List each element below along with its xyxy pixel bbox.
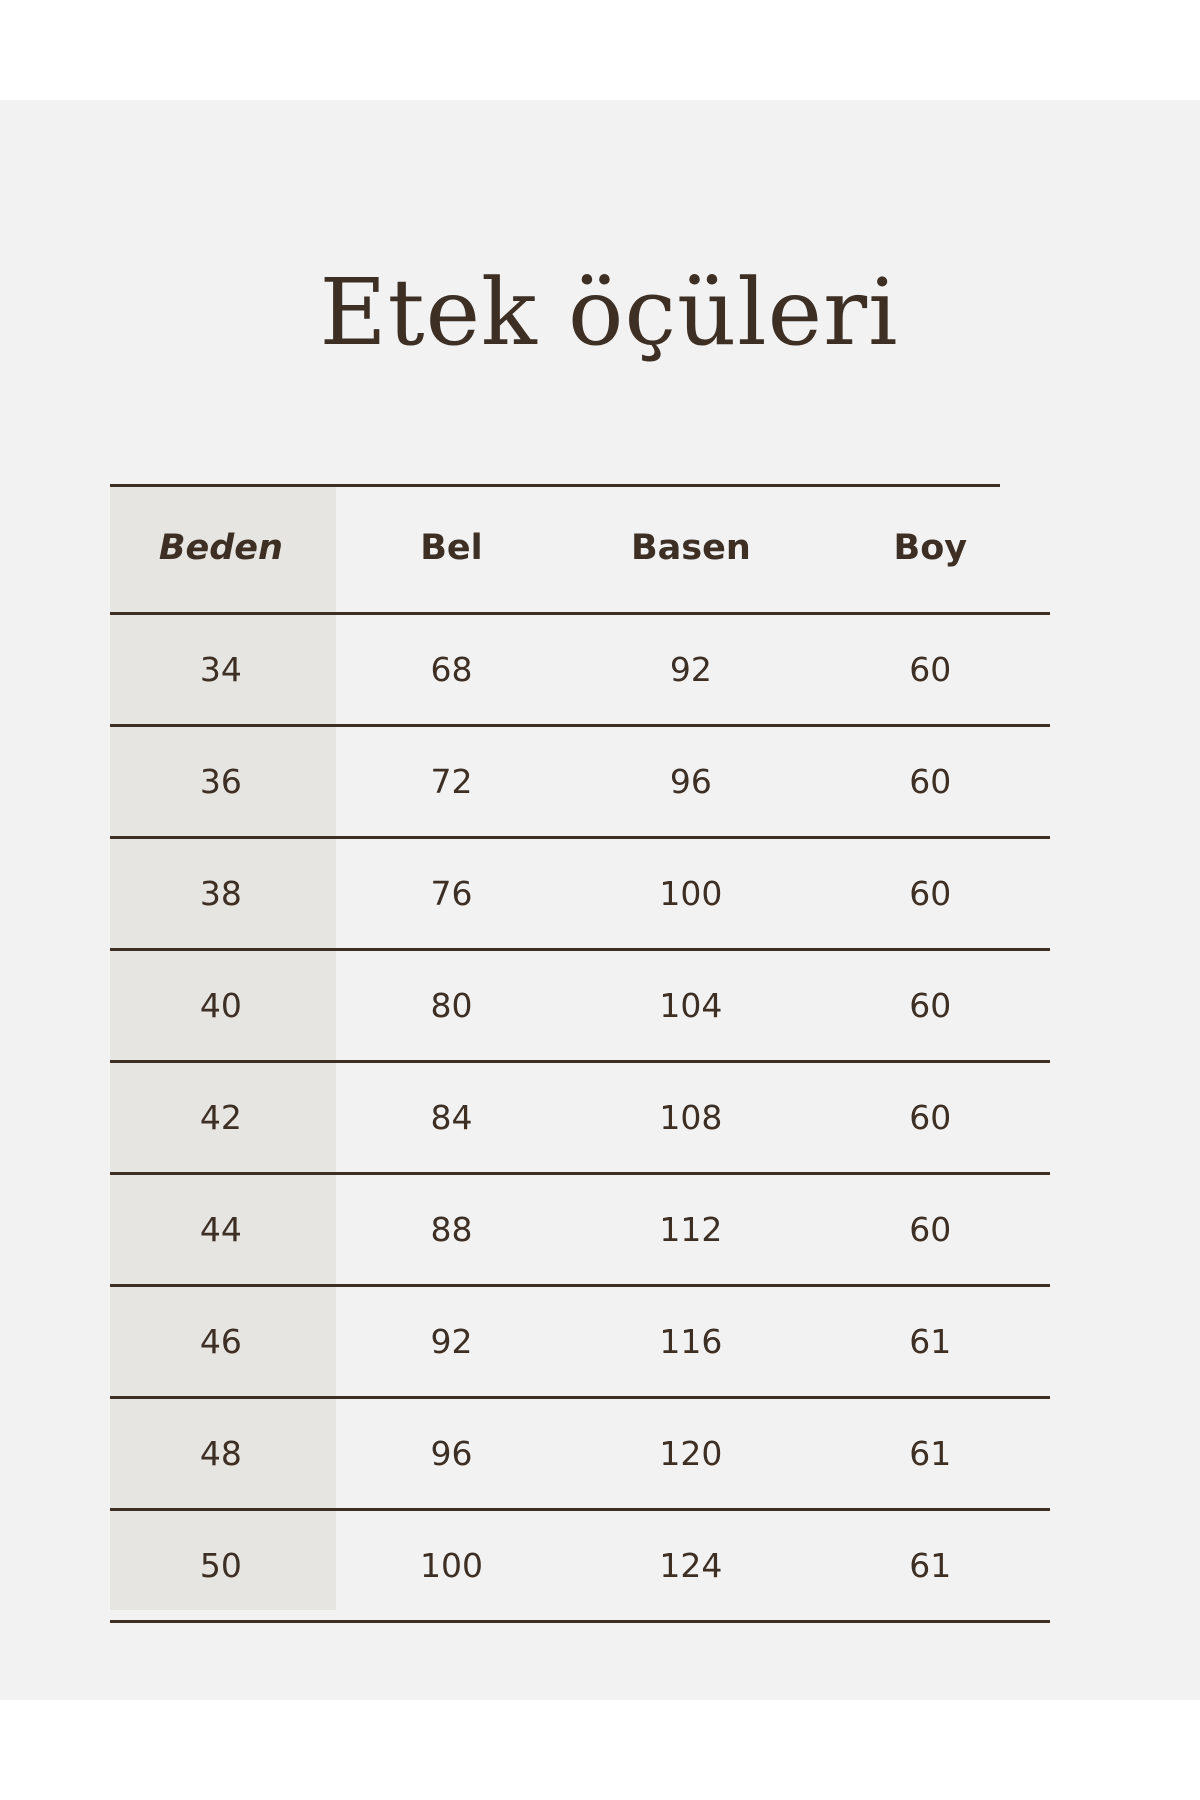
- size-table: [110, 484, 1050, 1623]
- cell-waist: 96: [430, 1434, 473, 1473]
- header-waist: Bel: [420, 528, 483, 568]
- cell-hip: 116: [659, 1322, 723, 1361]
- table-row: [110, 836, 1050, 948]
- cell-hip: 96: [669, 762, 712, 801]
- cell-length: 60: [909, 650, 952, 689]
- cell-size: 34: [199, 650, 242, 689]
- cell-size: 40: [199, 986, 242, 1025]
- cell-length: 60: [909, 874, 952, 913]
- cell-hip: 120: [659, 1434, 723, 1473]
- cell-size: 36: [199, 762, 242, 801]
- table-row: [110, 948, 1050, 1060]
- cell-length: 60: [909, 1210, 952, 1249]
- table-row: [110, 612, 1050, 724]
- cell-hip: 92: [669, 650, 712, 689]
- cell-hip: 108: [659, 1098, 723, 1137]
- cell-size: 50: [199, 1546, 242, 1585]
- header-size: Beden: [158, 528, 283, 568]
- table-row: [110, 1060, 1050, 1172]
- cell-size: 46: [199, 1322, 242, 1361]
- cell-length: 61: [909, 1322, 952, 1361]
- cell-waist: 72: [430, 762, 473, 801]
- cell-hip: 112: [659, 1210, 723, 1249]
- page-title: Etek öçüleri: [319, 259, 899, 366]
- table-row: [110, 1284, 1050, 1396]
- cell-length: 60: [909, 1098, 952, 1137]
- header-length: Boy: [893, 528, 968, 568]
- cell-waist: 88: [430, 1210, 473, 1249]
- table-row: [110, 724, 1050, 836]
- cell-hip: 124: [659, 1546, 723, 1585]
- cell-waist: 76: [430, 874, 473, 913]
- cell-length: 60: [909, 986, 952, 1025]
- cell-waist: 100: [419, 1546, 483, 1585]
- cell-hip: 100: [659, 874, 723, 913]
- cell-waist: 92: [430, 1322, 473, 1361]
- table-row: [110, 1396, 1050, 1508]
- cell-size: 44: [199, 1210, 242, 1249]
- table-row: [110, 1508, 1050, 1623]
- header-hip: Basen: [630, 528, 751, 568]
- cell-waist: 84: [430, 1098, 473, 1137]
- cell-length: 61: [909, 1434, 952, 1473]
- table-row: [110, 1172, 1050, 1284]
- table-header-row: [110, 484, 1050, 612]
- cell-size: 42: [199, 1098, 242, 1137]
- cell-hip: 104: [659, 986, 723, 1025]
- cell-length: 60: [909, 762, 952, 801]
- cell-size: 48: [199, 1434, 242, 1473]
- cell-waist: 68: [430, 650, 473, 689]
- cell-length: 61: [909, 1546, 952, 1585]
- cell-waist: 80: [430, 986, 473, 1025]
- cell-size: 38: [199, 874, 242, 913]
